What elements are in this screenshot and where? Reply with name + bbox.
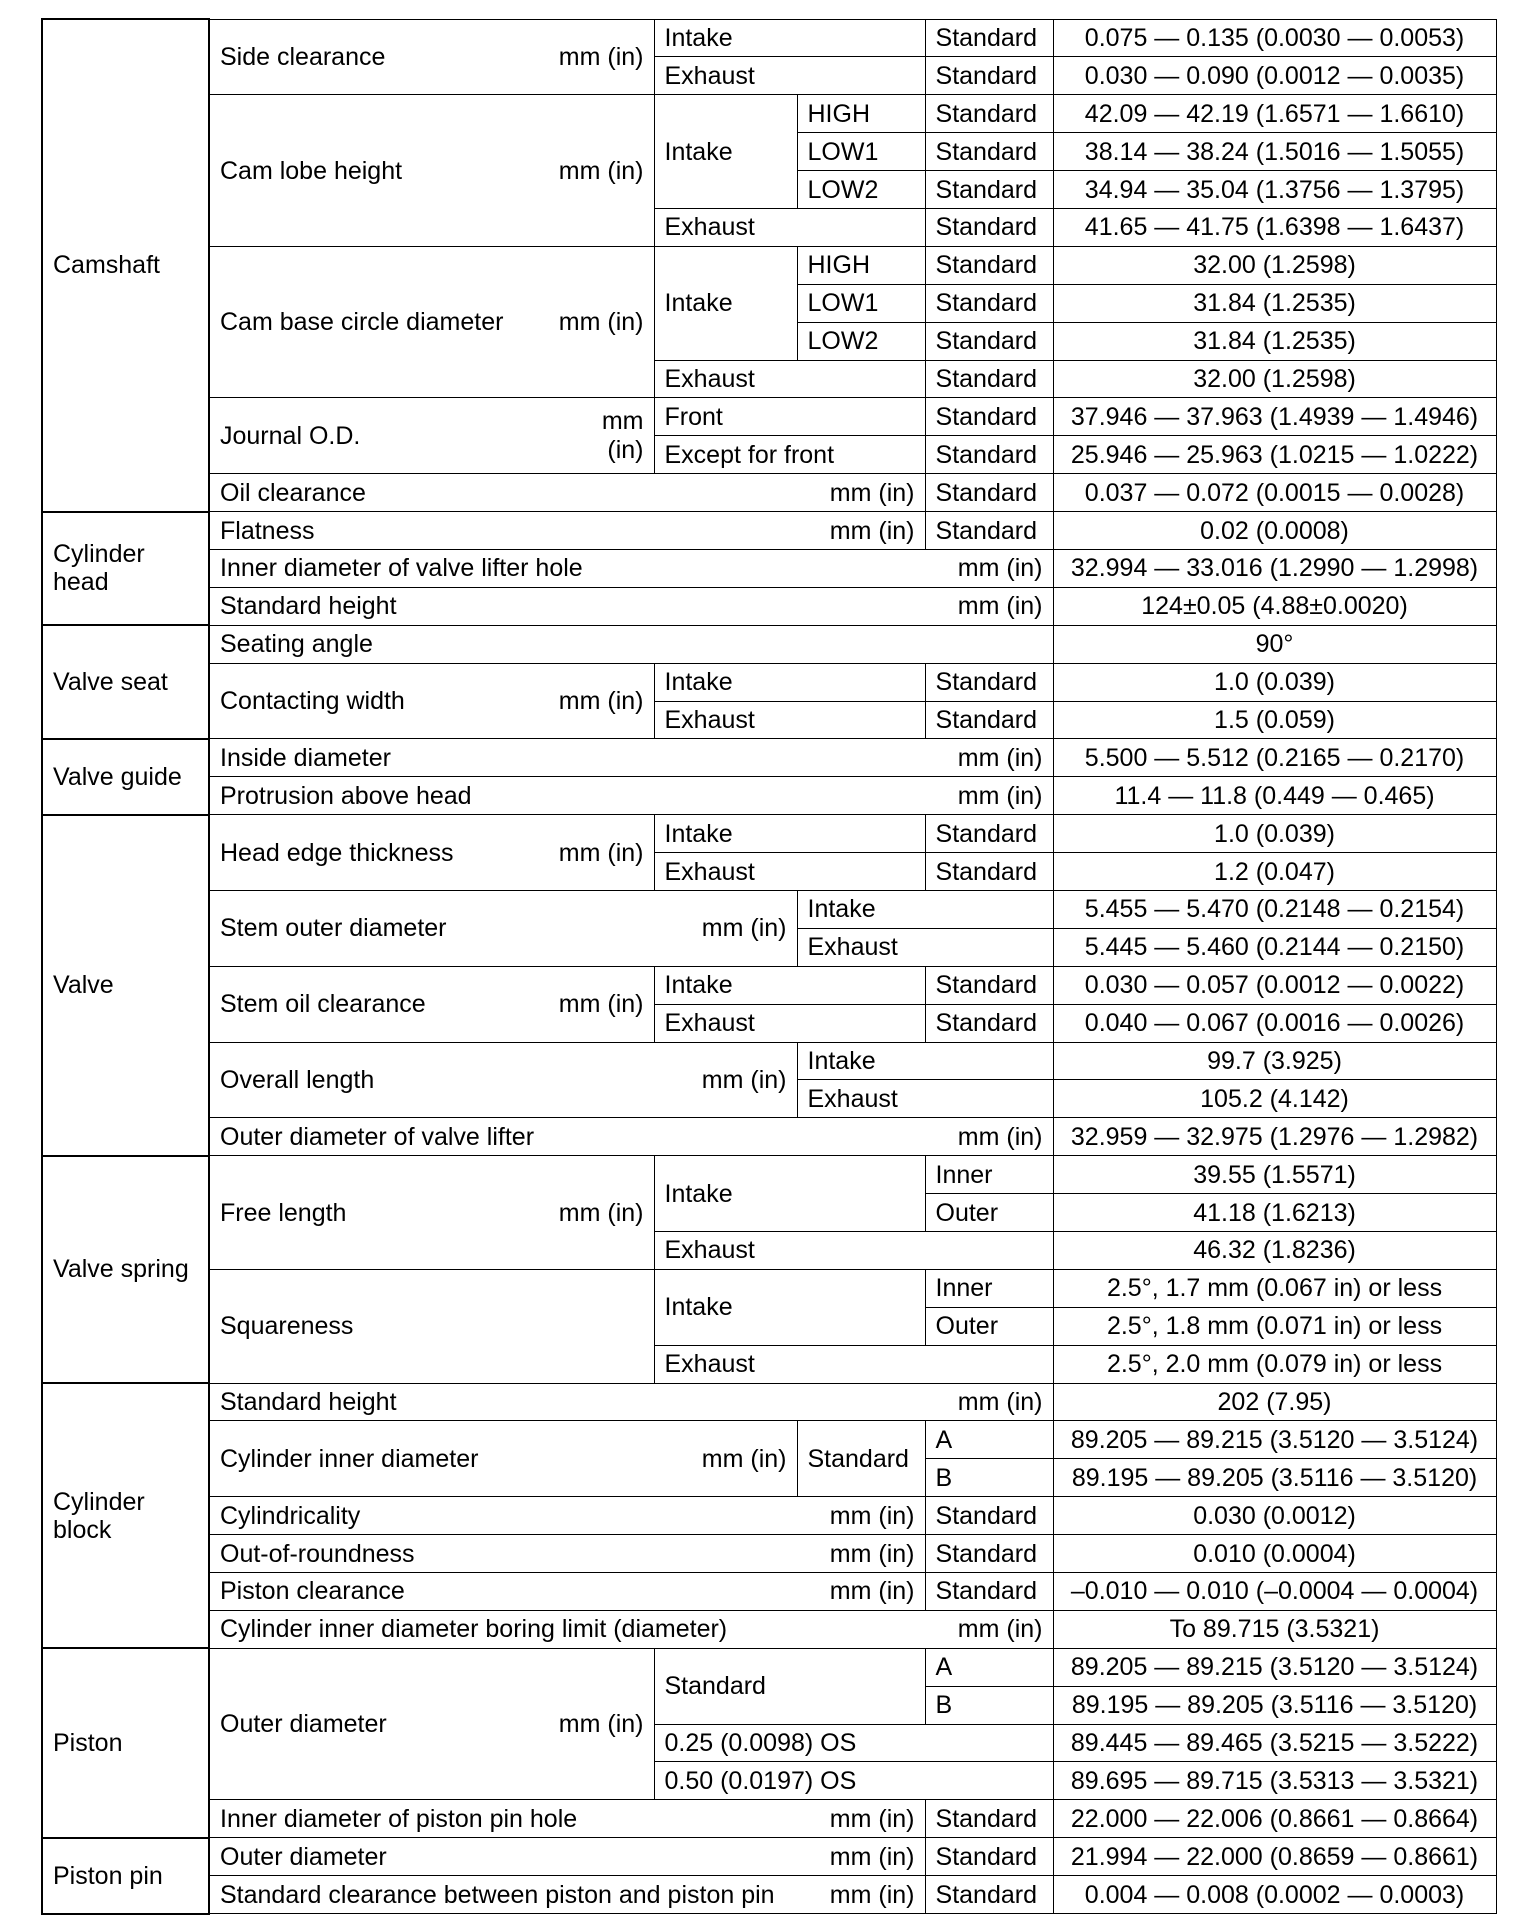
item-stem-od: Stem outer diameter mm (in) xyxy=(209,890,797,966)
table-row xyxy=(42,1573,1496,1611)
table-row xyxy=(42,1535,1496,1573)
item-cylindricality: Cylindricality mm (in) xyxy=(209,1497,925,1535)
value-cell: 0.030 (0.0012) xyxy=(1053,1497,1496,1535)
value-cell: 41.65 — 41.75 (1.6398 — 1.6437) xyxy=(1053,208,1496,246)
item-squareness: Squareness xyxy=(209,1269,654,1383)
table-row xyxy=(42,890,1496,928)
sub-exhaust: Exhaust xyxy=(654,208,925,246)
table-row xyxy=(42,1648,1496,1686)
standard-label: Standard xyxy=(925,284,1053,322)
item-head-edge: Head edge thickness mm (in) xyxy=(209,815,654,891)
sub-exhaust: Exhaust xyxy=(654,360,925,398)
standard-label: Standard xyxy=(797,1421,925,1497)
value-cell: 90° xyxy=(1053,625,1496,663)
table-row xyxy=(42,587,1496,625)
item-cam-lobe-height: Cam lobe height mm (in) xyxy=(209,95,654,247)
standard-label: Standard xyxy=(925,398,1053,436)
table-row xyxy=(42,246,1496,284)
standard-label: Standard xyxy=(925,57,1053,95)
standard-label: Standard xyxy=(925,966,1053,1004)
value-cell: 39.55 (1.5571) xyxy=(1053,1156,1496,1194)
section-cylinder-head: Cylinder head xyxy=(42,512,209,626)
table-row xyxy=(42,777,1496,815)
sub-exhaust: Exhaust xyxy=(654,1345,1053,1383)
sub-low2: LOW2 xyxy=(797,322,925,360)
table-row xyxy=(42,1421,1496,1459)
table-row xyxy=(42,512,1496,550)
value-cell: 124±0.05 (4.88±0.0020) xyxy=(1053,587,1496,625)
value-cell: 38.14 — 38.24 (1.5016 — 1.5055) xyxy=(1053,133,1496,171)
item-head-height: Standard height mm (in) xyxy=(209,587,1053,625)
table-row xyxy=(42,1118,1496,1156)
value-cell: 32.00 (1.2598) xyxy=(1053,246,1496,284)
grade-a: A xyxy=(925,1421,1053,1459)
item-cyl-inner-diameter: Cylinder inner diameter mm (in) xyxy=(209,1421,797,1497)
item-oil-clearance: Oil clearance mm (in) xyxy=(209,474,925,512)
item-overall-length: Overall length mm (in) xyxy=(209,1042,797,1118)
section-valve: Valve xyxy=(42,815,209,1156)
sub-exhaust: Exhaust xyxy=(654,57,925,95)
spec-table xyxy=(41,18,1497,1915)
standard-label: Standard xyxy=(925,1535,1053,1573)
value-cell: 202 (7.95) xyxy=(1053,1383,1496,1421)
value-cell: 1.2 (0.047) xyxy=(1053,853,1496,891)
value-cell: 31.84 (1.2535) xyxy=(1053,322,1496,360)
sub-front: Front xyxy=(654,398,925,436)
table-row xyxy=(42,1156,1496,1194)
standard-label: Standard xyxy=(925,171,1053,209)
sub-intake: Intake xyxy=(654,246,797,360)
sub-high: HIGH xyxy=(797,246,925,284)
standard-label: Standard xyxy=(925,1838,1053,1876)
sub-intake: Intake xyxy=(654,815,925,853)
standard-label: Standard xyxy=(925,1876,1053,1914)
sub-intake: Intake xyxy=(654,966,925,1004)
standard-label: Standard xyxy=(654,1648,925,1724)
table-row xyxy=(42,398,1496,436)
item-seating-angle: Seating angle xyxy=(209,625,1053,663)
value-cell: 25.946 — 25.963 (1.0215 — 1.0222) xyxy=(1053,436,1496,474)
item-flatness: Flatness mm (in) xyxy=(209,512,925,550)
table-row xyxy=(42,739,1496,777)
value-cell: 89.445 — 89.465 (3.5215 — 3.5222) xyxy=(1053,1724,1496,1762)
sub-exhaust: Exhaust xyxy=(797,928,1053,966)
standard-label: Standard xyxy=(925,95,1053,133)
sub-low2: LOW2 xyxy=(797,171,925,209)
item-side-clearance: Side clearance mm (in) xyxy=(209,19,654,95)
table-row xyxy=(42,1383,1496,1421)
value-cell: 41.18 (1.6213) xyxy=(1053,1194,1496,1232)
item-boring-limit: Cylinder inner diameter boring limit (diameter) mm (in) xyxy=(209,1610,1053,1648)
table-row xyxy=(42,474,1496,512)
table-row xyxy=(42,1800,1496,1838)
sub-inner: Inner xyxy=(925,1156,1053,1194)
item-lifter-hole: Inner diameter of valve lifter hole mm (in) xyxy=(209,549,1053,587)
value-cell: 32.959 — 32.975 (1.2976 — 1.2982) xyxy=(1053,1118,1496,1156)
sub-intake: Intake xyxy=(654,95,797,209)
sub-intake: Intake xyxy=(797,1042,1053,1080)
value-cell: 22.000 — 22.006 (0.8661 — 0.8664) xyxy=(1053,1800,1496,1838)
table-row xyxy=(42,1876,1496,1914)
standard-label: Standard xyxy=(925,360,1053,398)
value-cell: 31.84 (1.2535) xyxy=(1053,284,1496,322)
sub-low1: LOW1 xyxy=(797,284,925,322)
standard-label: Standard xyxy=(925,1800,1053,1838)
item-cam-base-circle: Cam base circle diameter mm (in) xyxy=(209,246,654,398)
standard-label: Standard xyxy=(925,701,1053,739)
section-piston-pin: Piston pin xyxy=(42,1838,209,1914)
value-cell: 1.0 (0.039) xyxy=(1053,815,1496,853)
standard-label: Standard xyxy=(925,208,1053,246)
value-cell: 89.695 — 89.715 (3.5313 — 3.5321) xyxy=(1053,1762,1496,1800)
value-cell: 1.5 (0.059) xyxy=(1053,701,1496,739)
sub-intake: Intake xyxy=(654,19,925,57)
grade-a: A xyxy=(925,1648,1053,1686)
table-row xyxy=(42,1497,1496,1535)
value-cell: 46.32 (1.8236) xyxy=(1053,1232,1496,1270)
sub-exhaust: Exhaust xyxy=(654,1004,925,1042)
section-valve-seat: Valve seat xyxy=(42,625,209,739)
sub-inner: Inner xyxy=(925,1269,1053,1307)
item-pin-hole: Inner diameter of piston pin hole mm (in) xyxy=(209,1800,925,1838)
value-cell: 2.5°, 1.7 mm (0.067 in) or less xyxy=(1053,1269,1496,1307)
value-cell: 34.94 — 35.04 (1.3756 — 1.3795) xyxy=(1053,171,1496,209)
section-camshaft: Camshaft xyxy=(42,19,209,512)
standard-label: Standard xyxy=(925,322,1053,360)
item-stem-oil-clearance: Stem oil clearance mm (in) xyxy=(209,966,654,1042)
value-cell: 21.994 — 22.000 (0.8659 — 0.8661) xyxy=(1053,1838,1496,1876)
value-cell: 105.2 (4.142) xyxy=(1053,1080,1496,1118)
value-cell: 2.5°, 1.8 mm (0.071 in) or less xyxy=(1053,1307,1496,1345)
value-cell: 89.205 — 89.215 (3.5120 — 3.5124) xyxy=(1053,1648,1496,1686)
section-valve-spring: Valve spring xyxy=(42,1156,209,1383)
item-piston-clearance: Piston clearance mm (in) xyxy=(209,1573,925,1611)
value-cell: 89.205 — 89.215 (3.5120 — 3.5124) xyxy=(1053,1421,1496,1459)
value-cell: 0.040 — 0.067 (0.0016 — 0.0026) xyxy=(1053,1004,1496,1042)
table-row xyxy=(42,1838,1496,1876)
value-cell: 37.946 — 37.963 (1.4939 — 1.4946) xyxy=(1053,398,1496,436)
sub-intake: Intake xyxy=(654,1269,925,1345)
section-piston: Piston xyxy=(42,1648,209,1837)
grade-b: B xyxy=(925,1459,1053,1497)
item-contacting-width: Contacting width mm (in) xyxy=(209,663,654,739)
standard-label: Standard xyxy=(925,1497,1053,1535)
item-free-length: Free length mm (in) xyxy=(209,1156,654,1270)
value-cell: 0.030 — 0.057 (0.0012 — 0.0022) xyxy=(1053,966,1496,1004)
table-row xyxy=(42,95,1496,133)
table-row xyxy=(42,1269,1496,1307)
value-cell: 0.075 — 0.135 (0.0030 — 0.0053) xyxy=(1053,19,1496,57)
standard-label: Standard xyxy=(925,133,1053,171)
value-cell: 5.455 — 5.470 (0.2148 — 0.2154) xyxy=(1053,890,1496,928)
item-out-of-roundness: Out-of-roundness mm (in) xyxy=(209,1535,925,1573)
value-cell: –0.010 — 0.010 (–0.0004 — 0.0004) xyxy=(1053,1573,1496,1611)
standard-label: Standard xyxy=(925,246,1053,284)
sub-outer: Outer xyxy=(925,1194,1053,1232)
sub-exhaust: Exhaust xyxy=(654,701,925,739)
item-lifter-od: Outer diameter of valve lifter mm (in) xyxy=(209,1118,1053,1156)
table-row xyxy=(42,625,1496,663)
value-cell: 1.0 (0.039) xyxy=(1053,663,1496,701)
table-row xyxy=(42,815,1496,853)
value-cell: 11.4 — 11.8 (0.449 — 0.465) xyxy=(1053,777,1496,815)
standard-label: Standard xyxy=(925,1004,1053,1042)
sub-intake: Intake xyxy=(654,1156,925,1232)
table-row xyxy=(42,19,1496,57)
item-piston-outer-diameter: Outer diameter mm (in) xyxy=(209,1648,654,1800)
item-protrusion: Protrusion above head mm (in) xyxy=(209,777,1053,815)
sub-outer: Outer xyxy=(925,1307,1053,1345)
table-row xyxy=(42,1610,1496,1648)
standard-label: Standard xyxy=(925,663,1053,701)
sub-high: HIGH xyxy=(797,95,925,133)
table-row xyxy=(42,549,1496,587)
value-cell: 0.004 — 0.008 (0.0002 — 0.0003) xyxy=(1053,1876,1496,1914)
value-cell: 5.445 — 5.460 (0.2144 — 0.2150) xyxy=(1053,928,1496,966)
value-cell: 0.030 — 0.090 (0.0012 — 0.0035) xyxy=(1053,57,1496,95)
sub-oversize-050: 0.50 (0.0197) OS xyxy=(654,1762,1053,1800)
value-cell: 99.7 (3.925) xyxy=(1053,1042,1496,1080)
standard-label: Standard xyxy=(925,474,1053,512)
item-pin-clearance: Standard clearance between piston and piston pin mm (in) xyxy=(209,1876,925,1914)
section-valve-guide: Valve guide xyxy=(42,739,209,815)
table-row xyxy=(42,663,1496,701)
value-cell: 89.195 — 89.205 (3.5116 — 3.5120) xyxy=(1053,1459,1496,1497)
sub-exhaust: Exhaust xyxy=(797,1080,1053,1118)
table-row xyxy=(42,1042,1496,1080)
sub-oversize-025: 0.25 (0.0098) OS xyxy=(654,1724,1053,1762)
value-cell: 89.195 — 89.205 (3.5116 — 3.5120) xyxy=(1053,1686,1496,1724)
item-pin-outer-diameter: Outer diameter mm (in) xyxy=(209,1838,925,1876)
sub-intake: Intake xyxy=(797,890,1053,928)
value-cell: 0.037 — 0.072 (0.0015 — 0.0028) xyxy=(1053,474,1496,512)
standard-label: Standard xyxy=(925,512,1053,550)
item-guide-inside: Inside diameter mm (in) xyxy=(209,739,1053,777)
standard-label: Standard xyxy=(925,815,1053,853)
value-cell: 5.500 — 5.512 (0.2165 — 0.2170) xyxy=(1053,739,1496,777)
standard-label: Standard xyxy=(925,19,1053,57)
value-cell: 42.09 — 42.19 (1.6571 — 1.6610) xyxy=(1053,95,1496,133)
sub-except-front: Except for front xyxy=(654,436,925,474)
sub-intake: Intake xyxy=(654,663,925,701)
value-cell: 2.5°, 2.0 mm (0.079 in) or less xyxy=(1053,1345,1496,1383)
sub-exhaust: Exhaust xyxy=(654,853,925,891)
section-cylinder-block: Cylinder block xyxy=(42,1383,209,1648)
grade-b: B xyxy=(925,1686,1053,1724)
sub-exhaust: Exhaust xyxy=(654,1232,1053,1270)
value-cell: 32.00 (1.2598) xyxy=(1053,360,1496,398)
standard-label: Standard xyxy=(925,436,1053,474)
value-cell: 32.994 — 33.016 (1.2990 — 1.2998) xyxy=(1053,549,1496,587)
item-journal-od: Journal O.D. mm (in) xyxy=(209,398,654,474)
value-cell: To 89.715 (3.5321) xyxy=(1053,1610,1496,1648)
table-row xyxy=(42,966,1496,1004)
item-block-height: Standard height mm (in) xyxy=(209,1383,1053,1421)
value-cell: 0.010 (0.0004) xyxy=(1053,1535,1496,1573)
standard-label: Standard xyxy=(925,853,1053,891)
value-cell: 0.02 (0.0008) xyxy=(1053,512,1496,550)
standard-label: Standard xyxy=(925,1573,1053,1611)
sub-low1: LOW1 xyxy=(797,133,925,171)
